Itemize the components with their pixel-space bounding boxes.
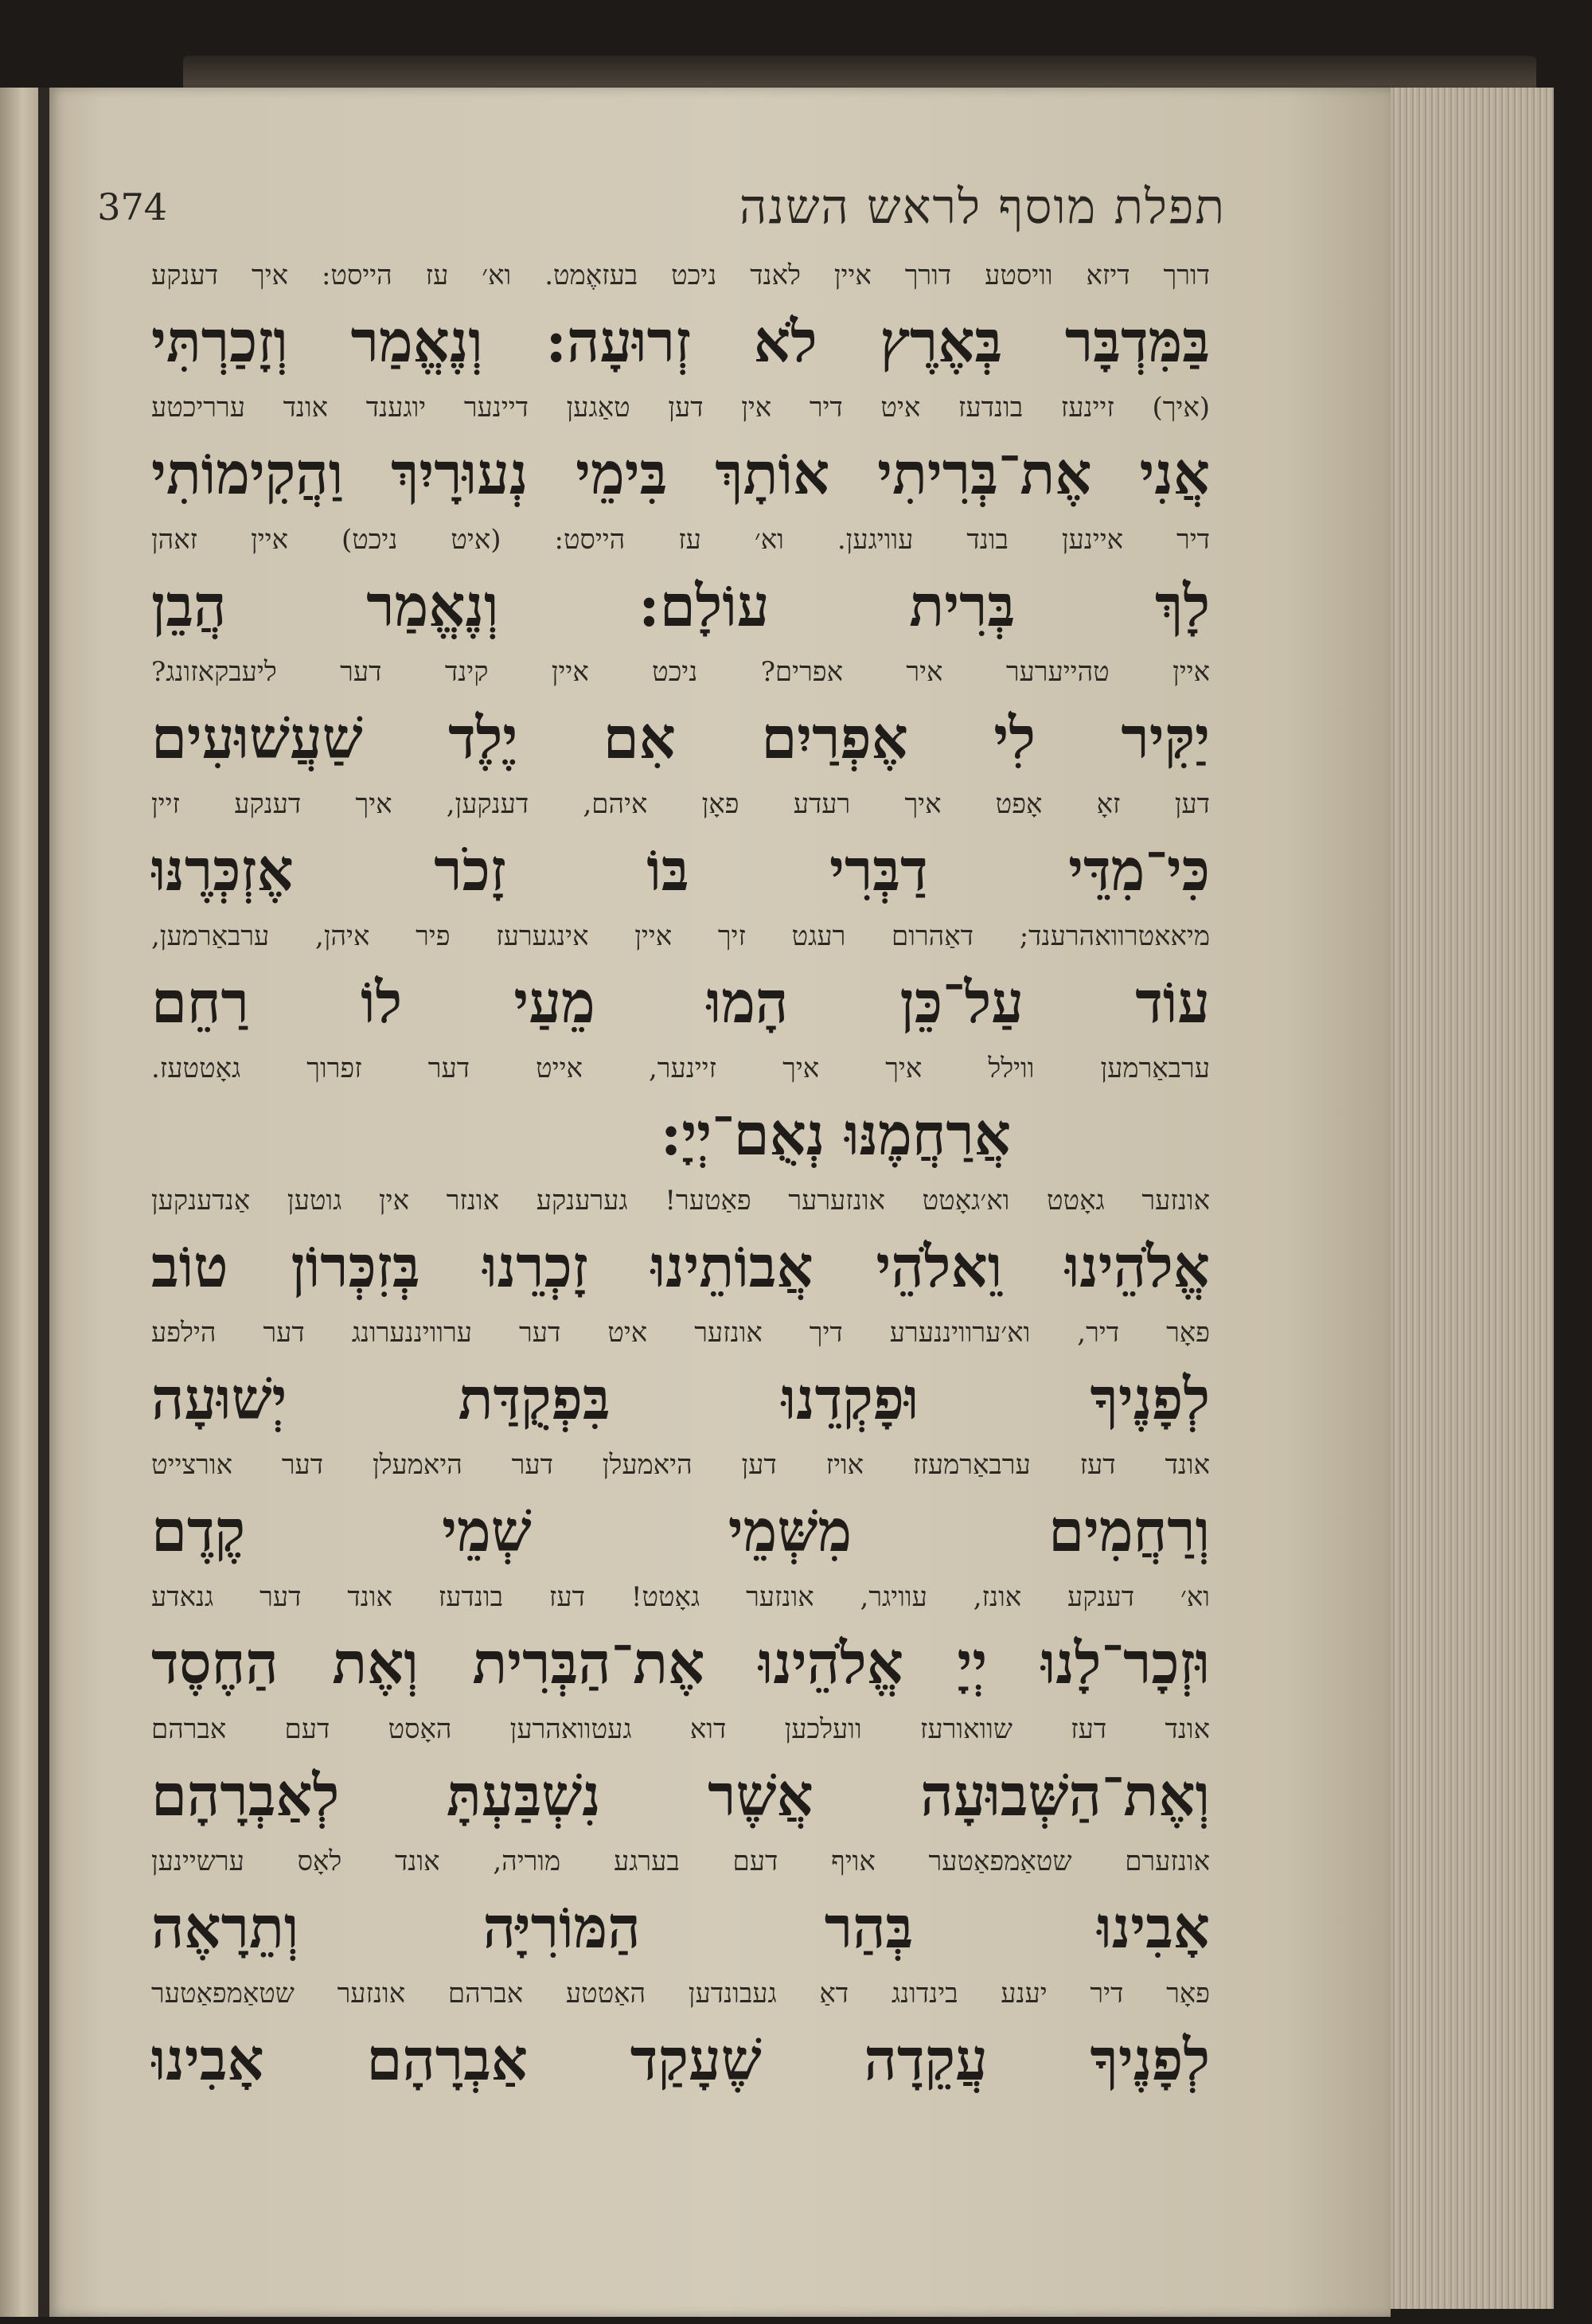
hebrew-prayer-line: וְאֶת־הַשְּׁבוּעָה אֲשֶׁר נִשְׁבַּעְתָּ לְאַבְרָהָם xyxy=(151,1761,1210,1829)
yiddish-translation-line: דיר איינען בונד עוויגען. וא׳ עז הייסט: (איט ניכט) איין זאהן xyxy=(151,524,1210,556)
hebrew-prayer-line: לָךְ בְּרִית עוֹלָם: וְנֶאֱמַר הֲבֵן xyxy=(151,572,1210,639)
yiddish-translation-line: וא׳ דענקע אונז, עוויגר, אונזער גאָטט! דעז בונדעז אונד דער גנאדע xyxy=(151,1581,1210,1613)
yiddish-translation-line: דען זאָ אָפט איך רעדע פאָן איהם, דענקען, איך דענקע זיין xyxy=(151,788,1210,820)
yiddish-translation-line: דורך דיזא וויסטע דורך איין לאנד ניכט בעזאֶמט. וא׳ עז הייסט: איך דענקע xyxy=(151,260,1210,291)
yiddish-translation-line: אונזער גאָטט וא׳גאָטט אונזערער פאַטער! גערענקע אונזר אין גוטען אַנדענקען xyxy=(151,1185,1210,1217)
hebrew-prayer-line: בַּמִּדְבָּר בְּאֶרֶץ לֹא זְרוּעָה: וְנֶאֱמַר וְזָכַרְתִּי xyxy=(151,307,1210,375)
book-gutter xyxy=(38,88,49,2317)
page-number: 374 xyxy=(97,186,167,228)
yiddish-translation-line: פאָר דיר יענע בינדונג דאַ געבונדען האַטטע אברהם אונזער שטאַמפאַטער xyxy=(151,1978,1210,2010)
hebrew-prayer-line: אֲרַחֲמֶנּוּ נְאֻם־יְיָ: xyxy=(660,1100,1011,1168)
running-head xyxy=(97,179,1226,243)
hebrew-prayer-line: לְפָנֶיךָ עֲקֵדָה שֶׁעָקַד אַבְרָהָם אָבִינוּ xyxy=(151,2025,1210,2093)
hebrew-prayer-line: כִּי־מִדֵּי דַבְּרִי בּוֹ זָכֹר אֶזְכְּרֶנּוּ xyxy=(151,836,1210,904)
hebrew-prayer-line: עוֹד עַל־כֵּן הָמוּ מֵעַי לוֹ רַחֵם xyxy=(151,968,1210,1036)
yiddish-translation-line: (איך) זיינעז בונדעז איט דיר אין דען טאַגען דיינער יוגענד אונד ערריכטע xyxy=(151,392,1210,424)
yiddish-translation-line: אונזערם שטאַמפאַטער אויף דעם בערגע מוריה, אונד לאָס ערשיינען xyxy=(151,1846,1210,1877)
hebrew-prayer-line: אֱלֹהֵינוּ וֵאלֹהֵי אֲבוֹתֵינוּ זָכְרֵנוּ בְּזִכְּרוֹן טוֹב xyxy=(151,1232,1210,1300)
hebrew-prayer-line: וּזְכָר־לָנוּ יְיָ אֱלֹהֵינוּ אֶת־הַבְּרִית וְאֶת הַחֶסֶד xyxy=(151,1629,1210,1697)
text-block xyxy=(151,251,1210,2101)
hebrew-prayer-line: אֲנִי אֶת־בְּרִיתִי אוֹתָךְ בִּימֵי נְעוּרָיִךְ וַהֲקִימוֹתִי xyxy=(151,439,1210,507)
yiddish-translation-line: ערבאַרמען ווילל איך איך זיינער, אייט דער זפרוך גאָטטעז. xyxy=(151,1053,1210,1084)
hebrew-prayer-line: אָבִינוּ בְּהַר הַמּוֹרִיָּה וְתֵרָאֶה xyxy=(151,1893,1210,1961)
yiddish-translation-line: מיאאטרוואהרענד; דאַהרום רעגט זיך איין אינגערעז פיר איהן, ערבאַרמען, xyxy=(151,920,1210,952)
yiddish-translation-line: אונד דעז ערבאַרמעזז אויז דען היאמעלן דער היאמעלן דער אורצייט xyxy=(151,1449,1210,1481)
hebrew-prayer-line: לְפָנֶיךָ וּפָקְדֵנוּ בִּפְקֻדַּת יְשׁוּעָה xyxy=(151,1365,1210,1432)
facing-page-edge xyxy=(0,88,38,2317)
yiddish-translation-line: אונד דעז שוואורעז וועלכען דוא געטוואהרען האָסט דעם אברהם xyxy=(151,1713,1210,1745)
page-title: תפלת מוסף לראש השנה xyxy=(739,179,1226,235)
yiddish-translation-line: איין טהייערער איר אפרים? ניכט איין קינד דער ליעבקאזונג? xyxy=(151,656,1210,688)
hebrew-prayer-line: יַקִּיר לִי אֶפְרַיִם אִם יֶלֶד שַׁעֲשׁוּעִים xyxy=(151,704,1210,771)
hebrew-prayer-line: וְרַחֲמִים מִשְּׁמֵי שְׁמֵי קֶדֶם xyxy=(151,1497,1210,1564)
page-fore-edge xyxy=(1389,88,1554,2309)
yiddish-translation-line: פאָר דיר, וא׳ערוויננערע דיך אונזער איט דער ערוויננערונג דער הילפע xyxy=(151,1317,1210,1349)
